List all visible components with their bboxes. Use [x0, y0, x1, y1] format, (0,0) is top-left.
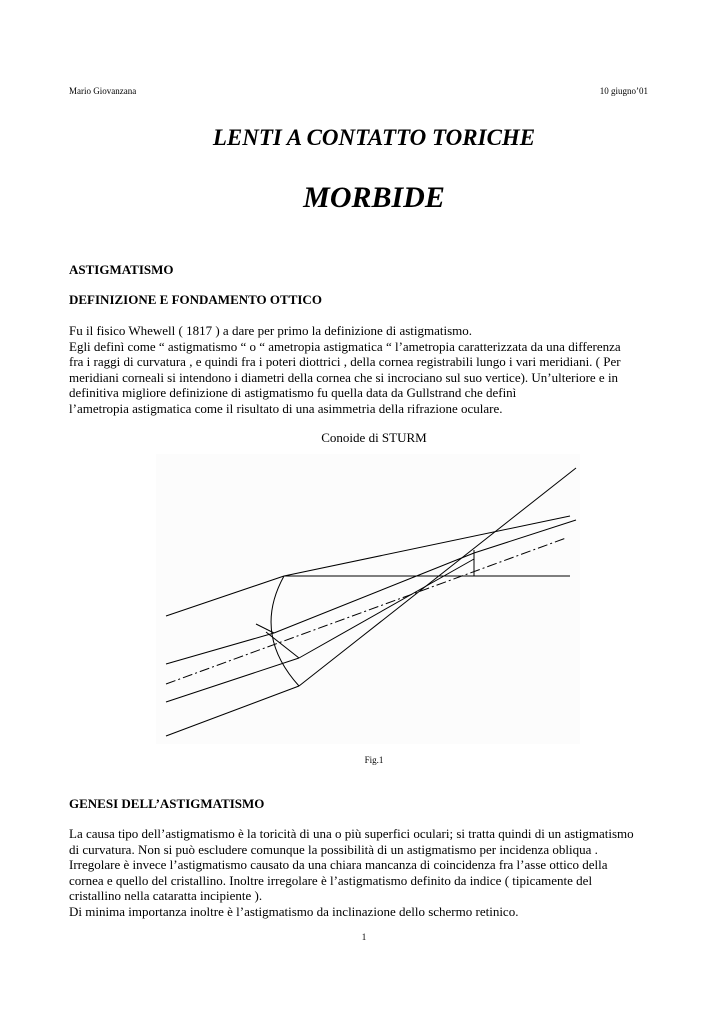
paragraph-line: meridiani corneali si intendono i diametri della cornea che si incrociano sul suo vertice). Un’ulteriore e in: [69, 369, 619, 385]
page-number: 1: [361, 932, 367, 942]
paragraph-line: cornea e quello del cristallino. Inoltre irregolare è l’astigmatismo definito da indice ( tipicamente del: [69, 872, 593, 888]
sturm-conoid-diagram: [156, 454, 580, 744]
header-date: 10 giugno’01: [599, 86, 648, 96]
figure-label: Fig.1: [364, 755, 384, 765]
paragraph-line: La causa tipo dell’astigmatismo è la toricità di una o più superfici oculari; si tratta quindi di un astigmatismo: [69, 826, 634, 841]
paragraph-definition: [69, 323, 659, 417]
section-heading-astigmatismo: ASTIGMATISMO: [69, 262, 174, 277]
paragraph-line: Irregolare è invece l’astigmatismo causato da una chiara mancanza di coincidenza fra l’asse ottico della: [69, 857, 608, 873]
paragraph-genesis: [69, 826, 659, 920]
paragraph-line: cristallino nella cataratta incipiente ).: [69, 888, 263, 904]
paragraph-line: Di minima importanza inoltre è l’astigmatismo da inclinazione dello schermo retinico.: [69, 903, 519, 919]
subsection-heading-definizione: DEFINIZIONE E FONDAMENTO OTTICO: [69, 292, 322, 307]
figure-caption: Conoide di STURM: [321, 430, 427, 445]
document-title: LENTI A CONTATTO TORICHE: [212, 125, 536, 150]
paragraph-line: l’ametropia astigmatica come il risultato di una asimmetria della rifrazione oculare.: [69, 400, 503, 416]
paragraph-line: Fu il fisico Whewell ( 1817 ) a dare per primo la definizione di astigmatismo.: [69, 323, 473, 338]
paragraph-line: fra i raggi di curvatura , e quindi fra i poteri diottrici , della cornea registrabili lungo i vari meridiani. ( Per: [69, 354, 621, 370]
figure-background: [156, 454, 580, 744]
paragraph-line: definitiva migliore definizione di astigmatismo fu quella data da Gullstrand che definì: [69, 385, 517, 401]
section-heading-genesi: GENESI DELL’ASTIGMATISMO: [69, 796, 265, 811]
document-subtitle: MORBIDE: [303, 181, 445, 214]
paragraph-line: di curvatura. Non si può escludere comunque la possibilità di un astigmatismo per incidenza obliqua .: [69, 841, 598, 857]
header-author: Mario Giovanzana: [69, 86, 137, 96]
paragraph-line: Egli definì come “ astigmatismo “ o “ ametropia astigmatica “ l’ametropia caratterizzata da una differenza: [69, 338, 621, 354]
